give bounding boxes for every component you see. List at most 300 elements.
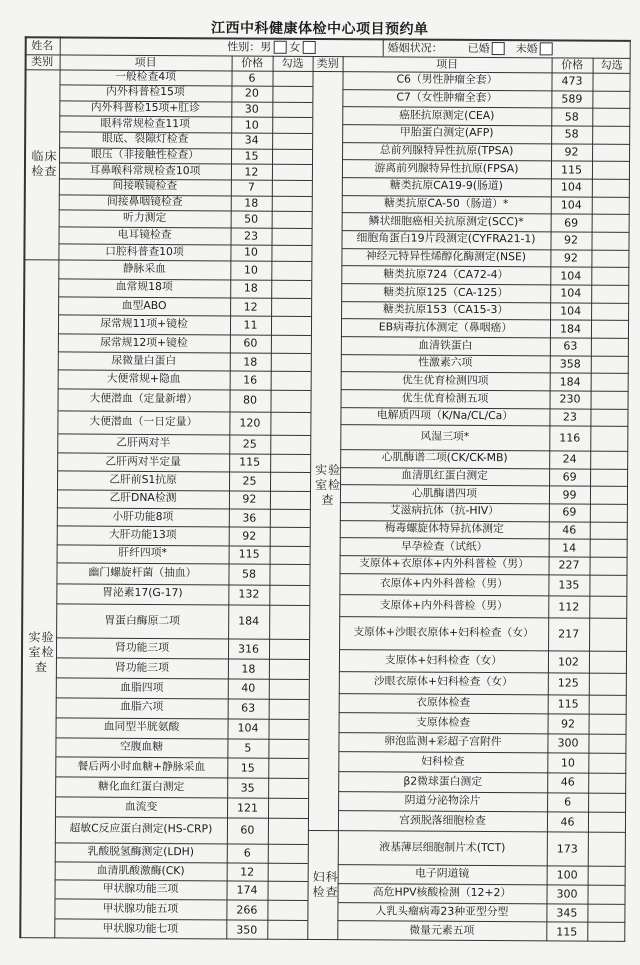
right-select-18[interactable] <box>595 393 625 407</box>
right-price-38: 6 <box>564 795 572 809</box>
right-item-34: 支原体检查 <box>415 715 471 729</box>
left-select-27[interactable] <box>274 547 306 562</box>
left-select-4[interactable] <box>276 135 308 147</box>
left-select-24[interactable] <box>274 492 306 507</box>
item-header: 项目 <box>134 55 157 70</box>
left-select-39[interactable] <box>272 800 304 816</box>
right-item-27: 支原体+衣原体+内外科普检（男） <box>359 556 529 571</box>
right-select-7[interactable] <box>596 198 626 212</box>
left-price-3: 10 <box>244 118 259 132</box>
left-price-35: 104 <box>237 721 259 735</box>
left-item-8: 间接鼻咽镜检查 <box>106 194 183 209</box>
left-item-15: 尿常规11项+镜检 <box>100 316 188 331</box>
right-item-22: 血清肌红蛋白测定 <box>401 468 488 483</box>
right-item-24: 艾滋病抗体（抗-HIV） <box>389 503 500 518</box>
left-item-9: 听力测定 <box>123 211 167 225</box>
left-price-22: 115 <box>239 455 261 470</box>
left-price-41: 6 <box>243 846 251 860</box>
left-select-9[interactable] <box>276 213 308 226</box>
left-item-35: 血同型半胱氨酸 <box>103 719 180 734</box>
married-checkbox[interactable] <box>492 42 505 55</box>
right-price-15: 63 <box>563 339 578 354</box>
name-label: 姓名 <box>31 38 54 52</box>
right-select-34[interactable] <box>593 716 623 732</box>
left-select-25[interactable] <box>274 511 306 526</box>
left-select-7[interactable] <box>276 182 308 194</box>
left-item-1: 内外科普检15项 <box>106 84 185 99</box>
left-price-1: 20 <box>244 86 259 100</box>
right-item-20: 风湿三项* <box>420 429 470 444</box>
right-select-35[interactable] <box>592 736 622 752</box>
left-select-15[interactable] <box>275 318 307 333</box>
left-item-45: 甲状腺功能七项 <box>102 921 179 935</box>
right-price-20: 116 <box>559 431 581 445</box>
right-price-1: 589 <box>561 92 583 106</box>
right-select-14[interactable] <box>595 322 625 336</box>
left-select-16[interactable] <box>275 336 307 351</box>
right-item-36: 妇科检查 <box>421 754 465 768</box>
right-item-6: 糖类抗原CA19-9(肠道) <box>389 178 503 193</box>
right-price-11: 104 <box>560 269 582 283</box>
appointment-table <box>19 36 630 942</box>
left-price-28: 58 <box>241 567 257 581</box>
right-item-16: 性激素六项 <box>418 355 473 370</box>
left-price-36: 5 <box>244 741 252 755</box>
left-select-8[interactable] <box>276 197 308 209</box>
right-select-44[interactable] <box>591 924 621 940</box>
left-price-34: 63 <box>241 701 256 715</box>
left-item-13: 血常规18项 <box>115 280 173 294</box>
left-item-27: 肝纤四项* <box>118 546 167 560</box>
right-select-42[interactable] <box>591 887 621 902</box>
left-price-32: 18 <box>241 662 256 676</box>
left-select-31[interactable] <box>273 641 305 657</box>
left-item-28: 幽门螺旋杆菌（抽血） <box>88 565 197 580</box>
left-item-23: 乙肝前S1抗原 <box>109 472 177 487</box>
right-item-43: 人乳头瘤病毒23种亚型分型 <box>375 903 509 918</box>
right-item-7: 糖类抗原CA-50（肠道）* <box>383 196 509 211</box>
left-item-36: 空腹血糖 <box>119 739 164 754</box>
left-price-25: 36 <box>242 511 257 525</box>
right-item-4: 总前列腺特异性抗原(TPSA) <box>379 143 514 158</box>
right-price-9: 92 <box>563 233 579 247</box>
left-item-32: 肾功能三项 <box>114 660 169 674</box>
right-item-40: 液基薄层细胞制片术(TCT) <box>379 840 506 854</box>
left-item-14: 血型ABO <box>121 298 167 312</box>
left-item-11: 口腔科普查10项 <box>105 244 184 258</box>
form-title: 江西中科健康体检中心项目预约单 <box>211 20 429 38</box>
right-select-40[interactable] <box>592 834 622 865</box>
right-item-19: 电解质四项（K/Na/CL/Ca） <box>376 408 514 423</box>
right-item-33: 衣原体检查 <box>416 695 471 709</box>
price-header: 价格 <box>241 56 264 70</box>
category-lab-right: 实验室检查 <box>314 462 342 508</box>
left-price-0: 6 <box>248 71 256 85</box>
left-item-22: 乙肝两对半定量 <box>105 454 182 468</box>
right-price-5: 115 <box>560 163 583 177</box>
left-item-7: 间接喉镜检查 <box>112 179 178 193</box>
right-select-38[interactable] <box>592 794 622 810</box>
left-price-38: 35 <box>240 781 255 795</box>
left-item-6: 耳鼻喉科常规检查10项 <box>89 163 201 177</box>
left-price-42: 12 <box>240 865 255 879</box>
male-checkbox[interactable] <box>273 40 286 53</box>
right-item-12: 糖类抗原125（CA-125） <box>383 284 509 299</box>
left-price-10: 23 <box>244 229 259 243</box>
left-item-2: 内外科普检15项+肛诊 <box>90 100 200 115</box>
left-select-28[interactable] <box>273 566 305 583</box>
single-label: 未婚 <box>515 41 538 55</box>
left-select-30[interactable] <box>273 606 305 637</box>
left-select-5[interactable] <box>276 150 308 162</box>
right-item-39: 宫颈脱落细胞检查 <box>399 813 486 827</box>
left-select-20[interactable] <box>274 413 306 433</box>
left-select-17[interactable] <box>275 355 307 370</box>
left-item-30: 胃蛋白酶原二项 <box>104 613 181 627</box>
left-select-44[interactable] <box>271 902 303 918</box>
right-item-28: 衣原体+内外科普检（男） <box>379 576 509 591</box>
left-select-0[interactable] <box>276 73 308 84</box>
left-price-14: 12 <box>243 300 258 314</box>
right-price-43: 345 <box>556 905 578 920</box>
right-item-8: 鳞状细胞癌相关抗原测定(SCC)* <box>368 214 524 229</box>
right-price-42: 300 <box>556 887 578 901</box>
right-item-31: 支原体+妇科检查（女） <box>384 653 503 667</box>
right-item-38: 阴道分泌物涂片 <box>404 793 481 808</box>
left-item-40: 超敏C反应蛋白测定(HS-CRP) <box>69 821 213 836</box>
right-price-13: 104 <box>560 304 582 318</box>
left-price-6: 12 <box>244 165 259 179</box>
left-item-44: 甲状腺功能五项 <box>102 901 179 915</box>
right-select-26[interactable] <box>594 541 624 555</box>
left-item-21: 乙肝两对半 <box>116 435 171 450</box>
right-item-26: 早孕检查（试纸） <box>400 539 488 553</box>
marital-label: 婚姻状况： <box>387 40 443 55</box>
left-select-2[interactable] <box>276 103 308 115</box>
left-price-31: 316 <box>237 642 260 656</box>
left-item-31: 肾功能三项 <box>115 640 170 654</box>
right-select-22[interactable] <box>594 470 624 484</box>
right-select-17[interactable] <box>595 375 625 389</box>
right-price-12: 104 <box>560 286 582 301</box>
left-select-23[interactable] <box>274 474 306 489</box>
right-select-33[interactable] <box>593 696 623 712</box>
left-item-33: 血脂四项 <box>120 680 164 694</box>
left-select-22[interactable] <box>274 456 306 471</box>
left-price-5: 15 <box>244 149 259 163</box>
left-price-23: 25 <box>242 474 257 488</box>
spacer <box>443 42 450 53</box>
right-select-0[interactable] <box>596 75 626 89</box>
right-select-3[interactable] <box>596 128 626 142</box>
left-item-42: 血清肌酸激酶(CK) <box>96 863 185 877</box>
left-select-14[interactable] <box>275 300 307 315</box>
right-price-37: 46 <box>560 775 575 789</box>
right-price-24: 69 <box>562 505 577 519</box>
left-price-27: 115 <box>238 547 260 561</box>
left-select-21[interactable] <box>274 437 306 452</box>
marital-field <box>388 38 626 57</box>
category-header-right: 类别 <box>316 56 339 71</box>
right-item-23: 心肌酶谱四项 <box>411 486 478 500</box>
right-select-12[interactable] <box>595 287 625 301</box>
right-item-37: β2微球蛋白测定 <box>403 774 483 788</box>
right-item-32: 沙眼衣原体+妇科检查（女） <box>373 674 513 689</box>
left-select-3[interactable] <box>276 119 308 131</box>
right-item-3: 甲胎蛋白测定(AFP) <box>399 125 494 140</box>
right-select-1[interactable] <box>596 92 626 106</box>
right-item-13: 糖类抗原153（CA15-3） <box>382 302 509 317</box>
left-select-26[interactable] <box>274 529 306 544</box>
left-price-44: 266 <box>236 903 258 917</box>
right-item-10: 神经元特异性烯醇化酶测定(NSE) <box>365 249 527 264</box>
left-price-12: 10 <box>243 263 258 277</box>
table-rule <box>60 36 61 54</box>
right-select-39[interactable] <box>592 814 622 830</box>
left-price-18: 16 <box>243 373 258 387</box>
right-price-22: 69 <box>562 470 577 484</box>
right-price-33: 115 <box>557 697 579 711</box>
right-item-15: 血清铁蛋白 <box>418 338 473 352</box>
right-price-41: 100 <box>556 868 578 882</box>
right-price-25: 46 <box>562 523 577 537</box>
right-price-30: 217 <box>558 627 580 641</box>
left-item-25: 小肝功能8项 <box>112 509 174 523</box>
category-gyn: 妇科检查 <box>312 869 339 900</box>
left-select-11[interactable] <box>275 246 307 259</box>
left-select-36[interactable] <box>272 740 304 756</box>
left-price-13: 18 <box>243 281 258 295</box>
left-price-33: 40 <box>241 681 256 696</box>
right-price-16: 358 <box>559 357 581 371</box>
right-select-16[interactable] <box>595 357 625 371</box>
left-item-24: 乙肝DNA检测 <box>109 491 177 505</box>
female-checkbox[interactable] <box>302 40 315 53</box>
right-select-32[interactable] <box>593 675 623 693</box>
right-item-30: 支原体+沙眼衣原体+妇科检查（女） <box>353 625 534 640</box>
left-price-2: 30 <box>244 102 259 116</box>
left-item-29: 胃泌素17(G-17) <box>102 585 183 600</box>
left-price-4: 34 <box>244 133 259 147</box>
left-price-21: 25 <box>242 437 257 451</box>
category-clinical: 临床检查 <box>31 149 58 179</box>
left-price-8: 18 <box>244 196 259 210</box>
left-price-26: 92 <box>242 529 257 543</box>
right-select-2[interactable] <box>596 110 626 124</box>
left-item-26: 大肝功能13项 <box>108 527 177 542</box>
right-item-41: 电子阴道镜 <box>415 866 470 881</box>
left-price-17: 18 <box>243 355 258 369</box>
right-item-35: 卵泡监测+彩超子宫附件 <box>384 734 502 749</box>
right-select-31[interactable] <box>593 653 623 671</box>
left-select-12[interactable] <box>275 263 307 278</box>
left-select-41[interactable] <box>272 845 304 860</box>
right-select-28[interactable] <box>593 576 623 594</box>
right-item-5: 游离前列腺特异性抗原(FPSA) <box>374 161 519 175</box>
left-price-11: 10 <box>243 246 258 260</box>
right-select-20[interactable] <box>594 428 624 449</box>
right-price-0: 473 <box>561 74 583 88</box>
left-item-41: 乳酸脱氢酶测定(LDH) <box>87 844 195 859</box>
left-price-39: 121 <box>237 801 259 815</box>
left-price-30: 184 <box>238 614 260 629</box>
left-select-43[interactable] <box>272 883 304 898</box>
price-header-right: 价格 <box>561 58 584 72</box>
right-price-4: 92 <box>564 145 579 159</box>
right-price-35: 300 <box>557 736 579 750</box>
left-item-20: 大便潜血（一日定量） <box>89 414 198 429</box>
left-select-42[interactable] <box>272 864 304 879</box>
right-select-10[interactable] <box>595 251 625 265</box>
right-select-27[interactable] <box>594 559 624 573</box>
gender-field <box>193 37 353 56</box>
left-select-37[interactable] <box>272 760 304 776</box>
right-price-40: 173 <box>556 842 578 856</box>
left-price-7: 7 <box>247 180 255 194</box>
right-item-11: 糖类抗原724（CA72-4） <box>383 267 509 281</box>
left-item-38: 糖化血红蛋白测定 <box>97 779 185 793</box>
right-item-17: 优生优育检测四项 <box>401 373 489 387</box>
left-price-16: 60 <box>243 336 258 351</box>
left-select-45[interactable] <box>271 922 303 938</box>
gender-label: 性别：男 <box>227 39 272 54</box>
left-item-18: 大便常规+隐血 <box>106 371 181 386</box>
left-price-19: 80 <box>243 393 258 407</box>
right-select-19[interactable] <box>594 410 624 424</box>
right-select-6[interactable] <box>596 181 626 195</box>
right-item-14: EB病毒抗体测定（鼻咽癌） <box>378 320 513 335</box>
left-item-34: 血脂六项 <box>120 700 164 714</box>
left-item-10: 电耳镜检查 <box>117 227 172 241</box>
right-price-8: 69 <box>564 216 579 230</box>
left-item-5: 眼压（非接触性检查） <box>91 147 200 162</box>
left-price-24: 92 <box>242 492 257 506</box>
left-select-29[interactable] <box>273 586 305 602</box>
left-select-6[interactable] <box>276 166 308 178</box>
left-item-39: 血流变 <box>124 799 158 813</box>
right-price-39: 46 <box>560 815 575 829</box>
left-item-0: 一般检查4项 <box>115 69 176 84</box>
left-select-32[interactable] <box>273 661 305 677</box>
left-item-43: 甲状腺功能三项 <box>102 882 179 896</box>
left-select-19[interactable] <box>274 392 306 410</box>
right-item-42: 高危HPV核酸检测（12+2） <box>372 885 512 900</box>
category-lab-left: 实验室检查 <box>28 630 55 675</box>
right-select-37[interactable] <box>592 775 622 791</box>
single-checkbox[interactable] <box>540 42 553 55</box>
right-price-36: 10 <box>560 756 575 770</box>
left-select-10[interactable] <box>276 230 308 243</box>
right-select-11[interactable] <box>595 269 625 283</box>
check-header-right: 勾选 <box>600 58 623 72</box>
check-header: 勾选 <box>281 56 304 70</box>
left-price-37: 15 <box>240 761 255 775</box>
right-select-36[interactable] <box>592 755 622 771</box>
right-item-9: 细胞角蛋白19片段测定(CYFRA21-1) <box>356 231 536 246</box>
left-price-29: 132 <box>238 587 260 601</box>
right-price-34: 92 <box>561 716 576 731</box>
married-label: 已婚 <box>467 41 490 55</box>
right-select-21[interactable] <box>594 453 624 467</box>
left-item-12: 静脉采血 <box>122 261 166 276</box>
left-select-35[interactable] <box>273 720 305 736</box>
right-price-23: 99 <box>562 488 577 502</box>
right-price-10: 92 <box>563 251 578 265</box>
female-label: 女 <box>289 40 301 54</box>
left-item-4: 眼底、裂隙灯检查 <box>101 131 189 146</box>
left-price-40: 60 <box>240 823 255 837</box>
right-select-15[interactable] <box>595 340 625 354</box>
left-select-33[interactable] <box>273 681 305 697</box>
right-price-7: 104 <box>560 198 582 212</box>
right-select-5[interactable] <box>596 163 626 177</box>
left-select-38[interactable] <box>272 780 304 796</box>
right-price-3: 58 <box>564 127 579 141</box>
left-item-16: 尿常规12项+镜检 <box>100 335 188 349</box>
left-item-3: 眼科常规检查11项 <box>100 116 190 130</box>
right-item-0: C6（男性肿瘤全套） <box>396 72 498 87</box>
right-item-25: 梅毒螺旋体特异抗体测定 <box>384 521 504 536</box>
right-price-18: 230 <box>559 392 581 407</box>
right-select-25[interactable] <box>594 523 624 537</box>
right-item-44: 微量元素五项 <box>409 923 475 937</box>
right-price-27: 227 <box>558 558 580 573</box>
right-price-31: 102 <box>557 655 580 669</box>
right-select-9[interactable] <box>595 234 625 248</box>
left-select-1[interactable] <box>276 88 308 100</box>
right-item-2: 癌胚抗原测定(CEA) <box>399 108 495 122</box>
right-item-29: 支原体+内外科普检（男） <box>379 598 508 612</box>
left-select-18[interactable] <box>275 373 307 388</box>
category-header: 类别 <box>31 55 54 69</box>
right-select-24[interactable] <box>594 506 624 520</box>
right-item-21: 心肌酶谱二项(CK/CK-MB) <box>381 450 508 465</box>
right-price-14: 184 <box>559 322 582 336</box>
right-price-6: 104 <box>560 180 582 194</box>
right-price-17: 184 <box>559 375 581 389</box>
right-item-1: C7（女性肿瘤全套） <box>396 90 498 105</box>
right-select-43[interactable] <box>591 905 621 920</box>
left-item-37: 餐后两小时血糖+静脉采血 <box>77 759 206 774</box>
left-select-40[interactable] <box>272 820 304 842</box>
right-price-44: 115 <box>556 925 578 939</box>
left-item-17: 尿微量白蛋白 <box>111 353 177 367</box>
right-price-21: 24 <box>562 452 577 466</box>
left-price-43: 174 <box>236 883 258 898</box>
right-price-29: 112 <box>558 600 580 614</box>
left-item-19: 大便潜血（定量新增） <box>89 391 198 406</box>
right-price-26: 14 <box>562 541 577 555</box>
table-rule <box>383 38 384 56</box>
item-header-right: 项目 <box>436 57 459 71</box>
left-select-13[interactable] <box>275 281 307 296</box>
right-price-28: 135 <box>558 578 580 592</box>
right-select-4[interactable] <box>596 145 626 159</box>
right-select-29[interactable] <box>593 598 623 616</box>
right-item-18: 优生优育检测五项 <box>401 391 489 405</box>
right-select-13[interactable] <box>595 304 625 318</box>
right-price-2: 58 <box>564 110 579 124</box>
left-select-34[interactable] <box>273 701 305 717</box>
left-price-15: 11 <box>243 318 258 332</box>
right-select-8[interactable] <box>596 216 626 230</box>
left-price-9: 50 <box>244 212 259 226</box>
right-price-32: 125 <box>557 676 579 690</box>
right-select-30[interactable] <box>593 620 623 650</box>
right-price-19: 23 <box>562 410 577 424</box>
right-select-41[interactable] <box>592 868 622 883</box>
right-select-23[interactable] <box>594 488 624 502</box>
